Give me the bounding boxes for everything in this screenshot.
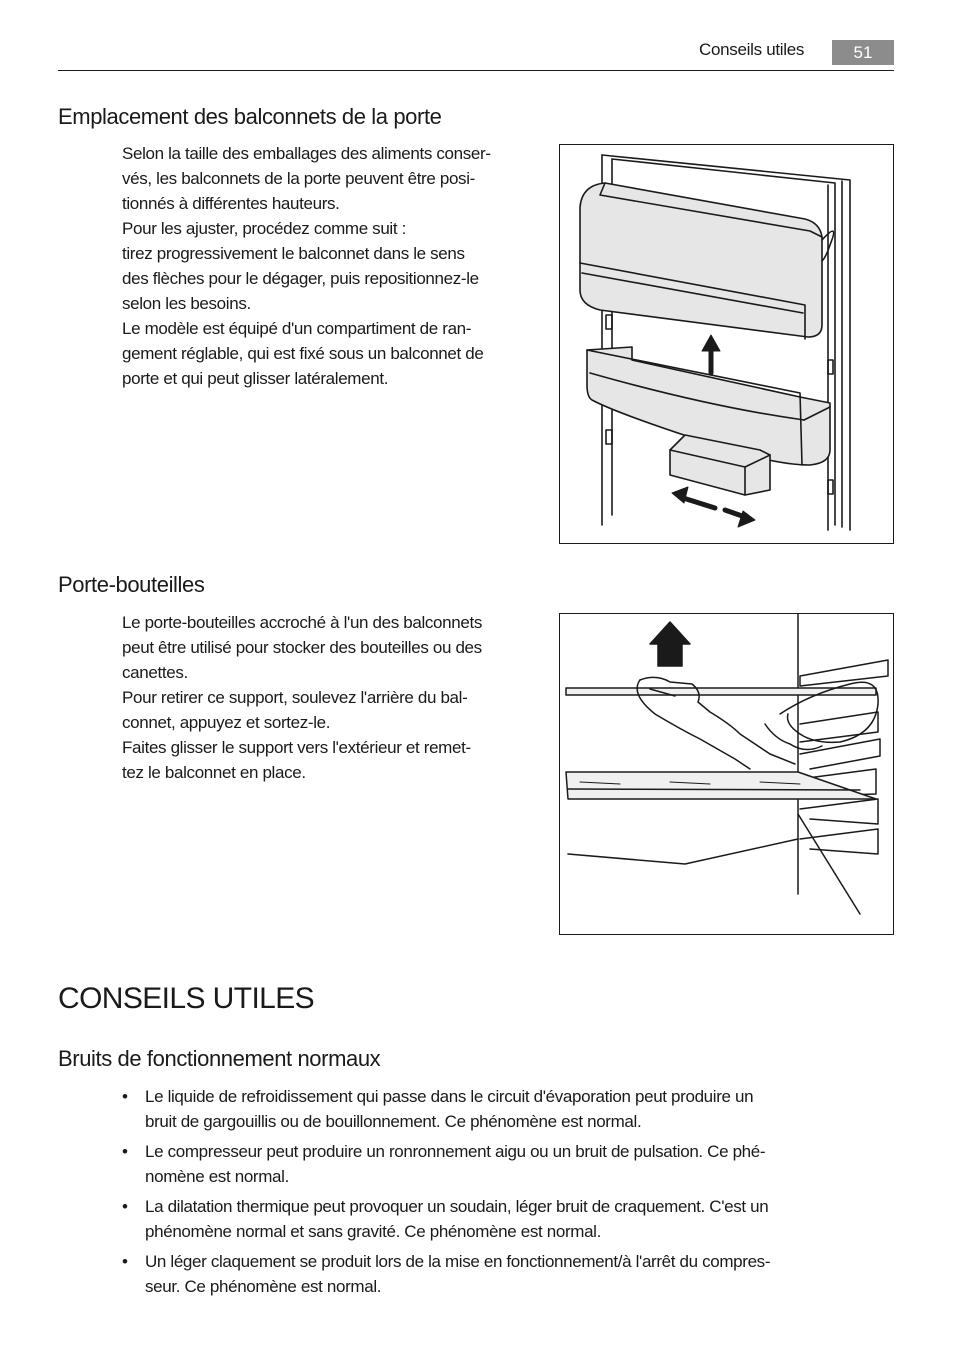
section-heading-door-balconies: Emplacement des balconnets de la porte xyxy=(58,104,442,129)
list-item xyxy=(122,1084,892,1134)
bottle-rack-illustration xyxy=(559,613,894,935)
list-item xyxy=(122,1139,892,1189)
section-heading-normal-noises: Bruits de fonctionnement normaux xyxy=(58,1046,381,1071)
body-line: Le porte-bouteilles accroché à l'un des balconnets xyxy=(122,613,482,632)
section-body-bottle-rack xyxy=(122,610,547,785)
section-body-door-balconies xyxy=(122,141,547,391)
body-line: Pour retirer ce support, soulevez l'arrière du bal- xyxy=(122,688,468,707)
body-line: canettes. xyxy=(122,663,188,682)
list-item xyxy=(122,1249,892,1299)
body-line: tionnés à différentes hauteurs. xyxy=(122,194,340,213)
body-line: connet, appuyez et sortez-le. xyxy=(122,713,331,732)
list-item-line: bruit de gargouillis ou de bouillonnement. Ce phénomène est normal. xyxy=(145,1112,642,1131)
bullet-marker: • xyxy=(122,1142,128,1161)
normal-noises-list xyxy=(122,1084,892,1304)
bottle-rack-drawing xyxy=(560,614,893,934)
body-line: tirez progressivement le balconnet dans le sens xyxy=(122,244,465,263)
body-line: selon les besoins. xyxy=(122,294,251,313)
running-header-title: Conseils utiles xyxy=(699,40,805,59)
list-item-line: La dilatation thermique peut provoquer un soudain, léger bruit de craquement. C'est un xyxy=(145,1197,769,1216)
door-balcony-illustration xyxy=(559,144,894,544)
body-line: Selon la taille des emballages des aliments conser- xyxy=(122,144,491,163)
section-heading-bottle-rack: Porte-bouteilles xyxy=(58,572,205,597)
bullet-marker: • xyxy=(122,1087,128,1106)
bullet-marker: • xyxy=(122,1252,128,1271)
page-number-badge: 51 xyxy=(832,40,894,65)
list-item-line: Le compresseur peut produire un ronronnement aigu ou un bruit de pulsation. Ce phé- xyxy=(145,1142,766,1161)
list-item-line: nomène est normal. xyxy=(145,1167,289,1186)
list-item xyxy=(122,1194,892,1244)
list-item-line: Le liquide de refroidissement qui passe dans le circuit d'évaporation peut produire un xyxy=(145,1087,754,1106)
body-line: vés, les balconnets de la porte peuvent être posi- xyxy=(122,169,475,188)
body-line: tez le balconnet en place. xyxy=(122,763,306,782)
body-line: Faites glisser le support vers l'extérieur et remet- xyxy=(122,738,471,757)
list-item-line: seur. Ce phénomène est normal. xyxy=(145,1277,382,1296)
body-line: porte et qui peut glisser latéralement. xyxy=(122,369,389,388)
body-line: gement réglable, qui est fixé sous un balconnet de xyxy=(122,344,484,363)
header-divider xyxy=(58,70,894,71)
body-line: Pour les ajuster, procédez comme suit : xyxy=(122,219,406,238)
chapter-title: CONSEILS UTILES xyxy=(58,982,315,1015)
bullet-marker: • xyxy=(122,1197,128,1216)
list-item-line: Un léger claquement se produit lors de la mise en fonctionnement/à l'arrêt du compres- xyxy=(145,1252,771,1271)
body-line: Le modèle est équipé d'un compartiment de ran- xyxy=(122,319,472,338)
list-item-line: phénomène normal et sans gravité. Ce phénomène est normal. xyxy=(145,1222,601,1241)
door-balcony-drawing xyxy=(560,145,893,543)
body-line: des flèches pour le dégager, puis repositionnez-le xyxy=(122,269,479,288)
body-line: peut être utilisé pour stocker des bouteilles ou des xyxy=(122,638,482,657)
